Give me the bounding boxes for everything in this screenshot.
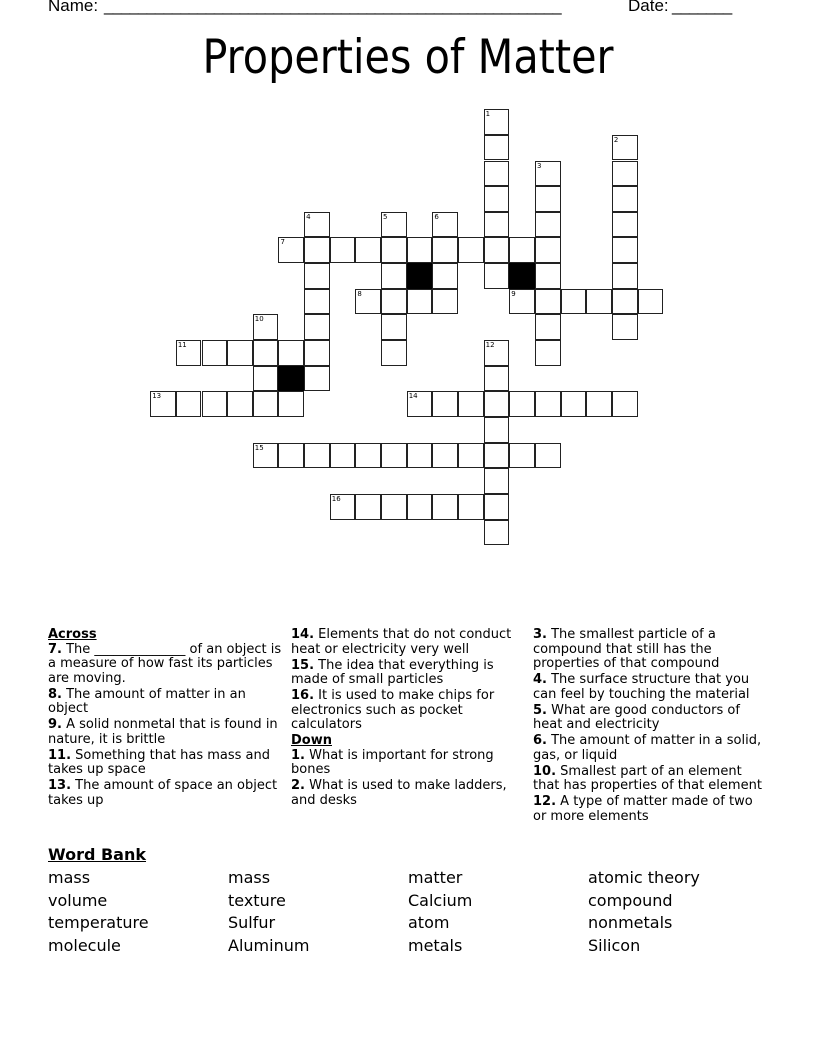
- grid-cell[interactable]: [330, 237, 356, 263]
- clue-across-7: 7. The ______________ of an object is a measure of how fast its particles are moving.: [48, 641, 282, 686]
- grid-cell[interactable]: [484, 340, 510, 366]
- grid-cell[interactable]: [253, 391, 279, 417]
- grid-cell[interactable]: [561, 289, 587, 315]
- grid-cell[interactable]: [407, 494, 433, 520]
- grid-cell[interactable]: [202, 391, 228, 417]
- word-bank-item: Silicon: [588, 935, 641, 955]
- grid-cell[interactable]: [253, 340, 279, 366]
- grid-cell[interactable]: [381, 314, 407, 340]
- grid-cell[interactable]: [150, 391, 176, 417]
- clue-number: 15: [254, 443, 264, 452]
- clue-number: 2: [613, 135, 619, 144]
- black-cell: [509, 263, 535, 289]
- grid-cell[interactable]: [304, 366, 330, 392]
- grid-cell[interactable]: [612, 186, 638, 212]
- grid-cell[interactable]: [176, 391, 202, 417]
- grid-cell[interactable]: [407, 443, 433, 469]
- clues-column-3: [533, 628, 768, 826]
- clue-number: 12: [485, 341, 495, 350]
- grid-cell[interactable]: [330, 494, 356, 520]
- grid-cell[interactable]: [535, 263, 561, 289]
- grid-cell[interactable]: [407, 237, 433, 263]
- grid-cell[interactable]: [304, 289, 330, 315]
- clue-number: 7: [280, 238, 285, 247]
- grid-cell[interactable]: [355, 289, 381, 315]
- grid-cell[interactable]: [304, 443, 330, 469]
- word-bank-item: temperature: [48, 913, 149, 933]
- clue-down-10: 10. Smallest part of an element that has properties of that element: [533, 763, 762, 793]
- date-field[interactable]: _______: [672, 0, 732, 15]
- name-field[interactable]: ______________________________________________________: [104, 0, 561, 15]
- clue-down-4: 4. The surface structure that you can feel by touching the material: [533, 672, 750, 702]
- clue-number: 1: [485, 110, 491, 119]
- clue-number: 8: [357, 289, 362, 298]
- clue-down-3: 3. The smallest particle of a compound that still has the properties of that compound: [533, 627, 720, 671]
- grid-cell[interactable]: [612, 237, 638, 263]
- page-title: Properties of Matter: [202, 30, 614, 85]
- grid-cell[interactable]: [535, 289, 561, 315]
- grid-cell[interactable]: [484, 212, 510, 238]
- word-bank-item: volume: [48, 890, 108, 910]
- grid-cell[interactable]: [253, 443, 279, 469]
- clue-down-6: 6. The amount of matter in a solid, gas, or liquid: [533, 733, 762, 763]
- grid-cell[interactable]: [432, 391, 458, 417]
- grid-cell[interactable]: [484, 366, 510, 392]
- word-bank-title: Word Bank: [48, 845, 147, 864]
- grid-cell[interactable]: [304, 340, 330, 366]
- grid-cell[interactable]: [638, 289, 664, 315]
- clue-across-13: 13. The amount of space an object takes up: [48, 778, 278, 808]
- word-bank-item: mass: [48, 868, 91, 887]
- word-bank-item: metals: [408, 935, 463, 955]
- word-bank-item: mass: [228, 868, 271, 887]
- grid-cell[interactable]: [227, 391, 253, 417]
- grid-cell[interactable]: [227, 340, 253, 366]
- black-cell: [407, 263, 433, 289]
- clue-across-14: 14. Elements that do not conduct heat or electricity very well: [291, 627, 512, 657]
- clue-across-8: 8. The amount of matter in an object: [48, 686, 246, 716]
- grid-cell[interactable]: [612, 212, 638, 238]
- word-bank-column-3: [408, 867, 472, 957]
- grid-cell[interactable]: [612, 391, 638, 417]
- word-bank-item: molecule: [48, 935, 121, 955]
- grid-cell[interactable]: [202, 340, 228, 366]
- grid-cell[interactable]: [381, 289, 407, 315]
- grid-cell[interactable]: [304, 212, 330, 238]
- grid-cell[interactable]: [612, 289, 638, 315]
- grid-cell[interactable]: [278, 237, 304, 263]
- black-cell: [278, 366, 304, 392]
- grid-cell[interactable]: [458, 237, 484, 263]
- grid-cell[interactable]: [381, 237, 407, 263]
- grid-cell[interactable]: [278, 340, 304, 366]
- grid-cell[interactable]: [381, 212, 407, 238]
- word-bank-item: compound: [588, 890, 673, 910]
- grid-cell[interactable]: [484, 161, 510, 187]
- grid-cell[interactable]: [253, 366, 279, 392]
- grid-cell[interactable]: [561, 391, 587, 417]
- grid-cell[interactable]: [535, 314, 561, 340]
- grid-cell[interactable]: [458, 494, 484, 520]
- grid-cell[interactable]: [407, 289, 433, 315]
- grid-cell[interactable]: [355, 443, 381, 469]
- clues-column-2: [291, 628, 526, 810]
- word-bank-item: Calcium: [408, 890, 473, 910]
- grid-cell[interactable]: [432, 289, 458, 315]
- grid-cell[interactable]: [586, 289, 612, 315]
- grid-cell[interactable]: [586, 391, 612, 417]
- grid-cell[interactable]: [432, 443, 458, 469]
- grid-cell[interactable]: [304, 237, 330, 263]
- clue-across-9: 9. A solid nonmetal that is found in nature, it is brittle: [48, 717, 278, 747]
- word-bank-column-4: [588, 867, 700, 957]
- grid-cell[interactable]: [612, 263, 638, 289]
- word-bank-item: atom: [408, 913, 450, 933]
- grid-cell[interactable]: [432, 237, 458, 263]
- grid-cell[interactable]: [535, 161, 561, 187]
- grid-cell[interactable]: [612, 135, 638, 161]
- grid-cell[interactable]: [484, 468, 510, 494]
- date-label: Date:: [628, 0, 669, 15]
- grid-cell[interactable]: [484, 443, 510, 469]
- clue-number: 9: [511, 289, 516, 298]
- grid-cell[interactable]: [509, 443, 535, 469]
- grid-cell[interactable]: [432, 212, 458, 238]
- clue-down-2: 2. What is used to make ladders, and desks: [291, 778, 507, 808]
- grid-cell[interactable]: [484, 237, 510, 263]
- grid-cell[interactable]: [381, 340, 407, 366]
- clues-column-1: [48, 628, 283, 810]
- clue-number: 5: [383, 212, 388, 221]
- clue-across-16: 16. It is used to make chips for electronics such as pocket calculators: [291, 688, 495, 732]
- clue-number: 14: [408, 392, 418, 401]
- word-bank-item: matter: [408, 868, 463, 887]
- clue-across-11: 11. Something that has mass and takes up space: [48, 747, 271, 777]
- word-bank-item: atomic theory: [588, 868, 700, 887]
- grid-cell[interactable]: [535, 237, 561, 263]
- clue-across-15: 15. The idea that everything is made of small particles: [291, 657, 494, 687]
- word-bank-item: Sulfur: [228, 913, 276, 933]
- grid-cell[interactable]: [535, 391, 561, 417]
- grid-cell[interactable]: [535, 340, 561, 366]
- across-heading: Across: [48, 627, 97, 642]
- clue-number: 11: [177, 341, 187, 350]
- word-bank-column-1: [48, 867, 149, 957]
- word-bank-item: texture: [228, 890, 286, 910]
- grid-cell[interactable]: [509, 391, 535, 417]
- grid-cell[interactable]: [509, 237, 535, 263]
- word-bank-item: Aluminum: [228, 935, 310, 955]
- grid-cell[interactable]: [484, 520, 510, 546]
- grid-cell[interactable]: [330, 443, 356, 469]
- grid-cell[interactable]: [484, 135, 510, 161]
- grid-cell[interactable]: [381, 494, 407, 520]
- grid-cell[interactable]: [535, 443, 561, 469]
- grid-cell[interactable]: [381, 263, 407, 289]
- grid-cell[interactable]: [484, 263, 510, 289]
- grid-cell[interactable]: [253, 314, 279, 340]
- grid-cell[interactable]: [381, 443, 407, 469]
- grid-cell[interactable]: [432, 263, 458, 289]
- clue-number: 13: [152, 392, 162, 401]
- grid-cell[interactable]: [458, 391, 484, 417]
- grid-cell[interactable]: [304, 263, 330, 289]
- grid-cell[interactable]: [407, 391, 433, 417]
- word-bank-item: nonmetals: [588, 913, 673, 933]
- clue-number: 6: [434, 212, 439, 221]
- grid-cell[interactable]: [304, 314, 330, 340]
- word-bank-column-2: [228, 867, 309, 957]
- grid-cell[interactable]: [484, 391, 510, 417]
- name-label: Name:: [48, 0, 99, 15]
- grid-cell[interactable]: [176, 340, 202, 366]
- grid-cell[interactable]: [484, 186, 510, 212]
- grid-cell[interactable]: [355, 494, 381, 520]
- grid-cell[interactable]: [484, 417, 510, 443]
- clue-number: 4: [306, 212, 311, 221]
- clue-down-1: 1. What is important for strong bones: [291, 747, 494, 777]
- grid-cell[interactable]: [355, 237, 381, 263]
- grid-cell[interactable]: [278, 443, 304, 469]
- grid-cell[interactable]: [484, 109, 510, 135]
- grid-cell[interactable]: [535, 212, 561, 238]
- clue-number: 10: [254, 315, 264, 324]
- clue-number: 16: [331, 494, 341, 503]
- grid-cell[interactable]: [278, 391, 304, 417]
- grid-cell[interactable]: [432, 494, 458, 520]
- clue-down-12: 12. A type of matter made of two or more elements: [533, 794, 753, 824]
- grid-cell[interactable]: [509, 289, 535, 315]
- clue-down-5: 5. What are good conductors of heat and electricity: [533, 702, 740, 732]
- grid-cell[interactable]: [612, 314, 638, 340]
- grid-cell[interactable]: [484, 494, 510, 520]
- grid-cell[interactable]: [612, 161, 638, 187]
- grid-cell[interactable]: [535, 186, 561, 212]
- down-heading: Down: [291, 733, 332, 748]
- clue-number: 3: [536, 161, 542, 170]
- grid-cell[interactable]: [458, 443, 484, 469]
